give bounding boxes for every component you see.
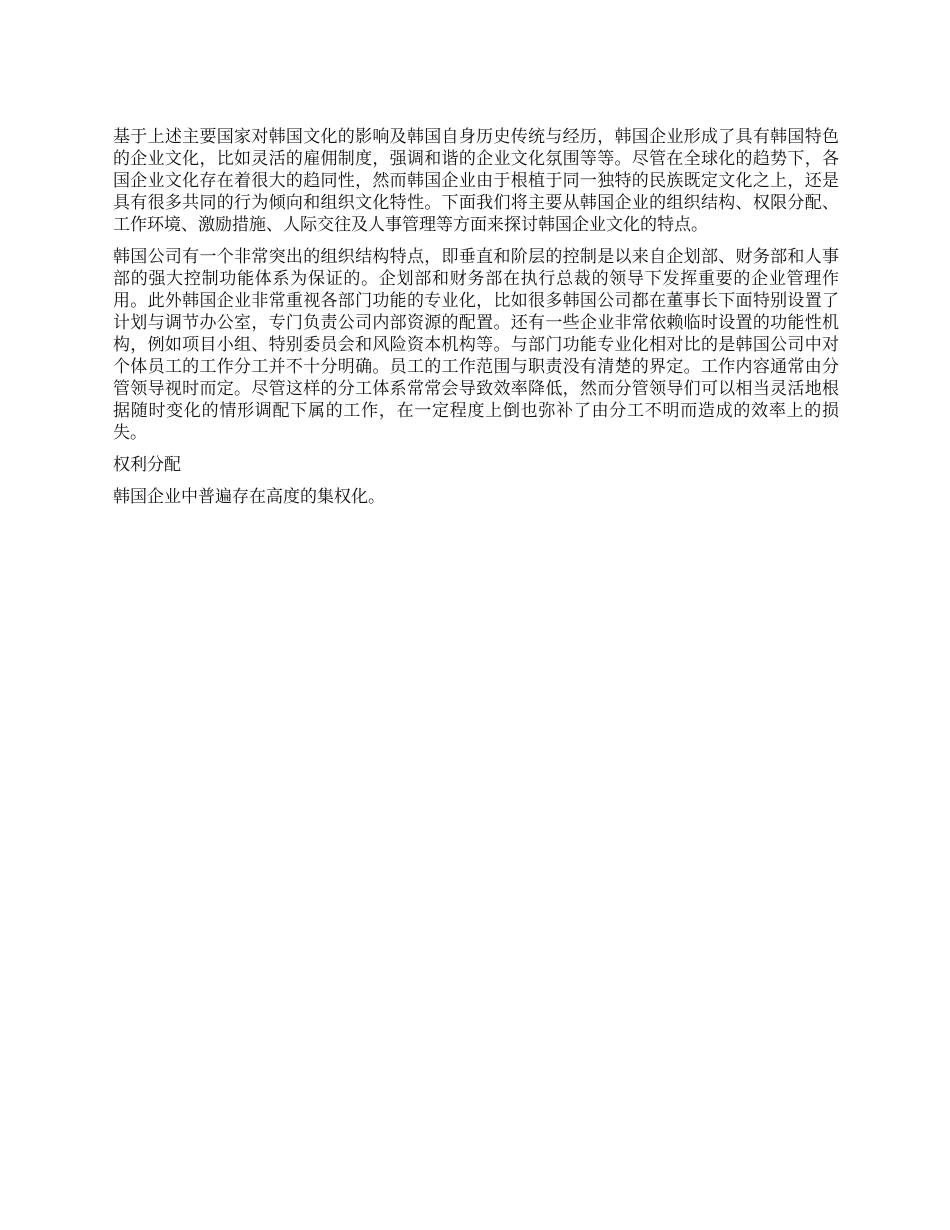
body-paragraph-1: 基于上述主要国家对韩国文化的影响及韩国自身历史传统与经历，韩国企业形成了具有韩国特色的企业文化，比如灵活的雇佣制度，强调和谐的企业文化氛围等等。尽管在全球化的趋势下，各国企业文化存在着很大的趋同性，然而韩国企业由于根植于同一独特的民族既定文化之上，还是具有很多共同的行为倾向和组织文化特性。下面我们将主要从韩国企业的组织结构、权限分配、工作环境、激励措施、人际交往及人事管理等方面来探讨韩国企业文化的特点。 xyxy=(113,127,839,235)
section-heading: 权利分配 xyxy=(113,455,181,475)
section-paragraph: 韩国企业中普遍存在高度的集权化。 xyxy=(113,487,385,507)
document-page xyxy=(113,126,839,518)
body-paragraph-2: 韩国公司有一个非常突出的组织结构特点，即垂直和阶层的控制是以来自企划部、财务部和人事部的强大控制功能体系为保证的。企划部和财务部在执行总裁的领导下发挥重要的企业管理作用。此外韩国企业非常重视各部门功能的专业化，比如很多韩国公司都在董事长下面特别设置了计划与调节办公室，专门负责公司内部资源的配置。还有一些企业非常依赖临时设置的功能性机构，例如项目小组、特别委员会和风险资本机构等。与部门功能专业化相对比的是韩国公司中对个体员工的工作分工并不十分明确。员工的工作范围与职责没有清楚的界定。工作内容通常由分管领导视时而定。尽管这样的分工体系常常会导致效率降低，然而分管领导们可以相当灵活地根据随时变化的情形调配下属的工作，在一定程度上倒也弥补了由分工不明而造成的效率上的损失。 xyxy=(113,247,839,443)
